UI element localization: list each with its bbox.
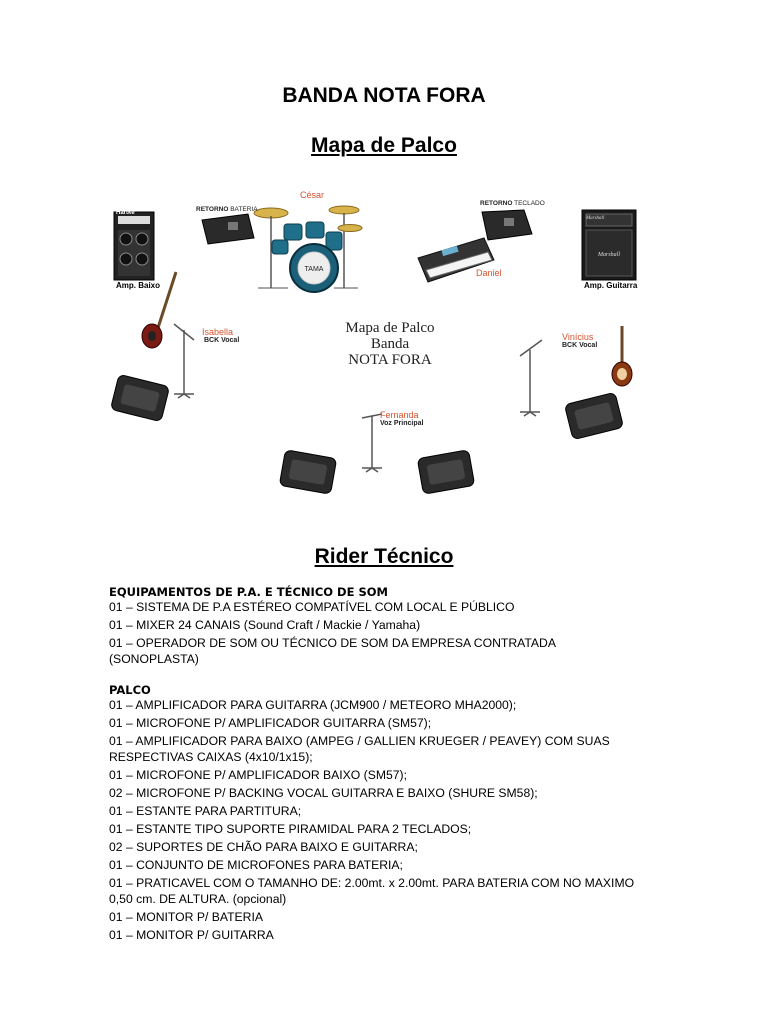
list-item: 01 – MONITOR P/ GUITARRA [109,928,274,942]
floor-monitor-icon [417,450,474,494]
member-fernanda: Fernanda [380,410,419,420]
bass-amp-icon [114,212,154,280]
list-item: 01 – CONJUNTO DE MICROFONES PARA BATERIA; [109,858,403,872]
list-item: 01 – ESTANTE PARA PARTITURA; [109,804,302,818]
retorno-teclado-label: RETORNO TECLADO [480,200,545,207]
bass-amp-brand: Hartke [116,210,135,216]
palco-section [109,683,639,943]
svg-text:TAMA: TAMA [304,266,324,273]
floor-monitor-icon [279,450,336,494]
member-vinicius: Vinícius [562,332,594,342]
palco-heading: PALCO [109,683,151,697]
retorno-bateria-label: RETORNO BATERIA [196,206,258,213]
member-isabella: Isabella [202,327,234,337]
caption-line: Mapa de Palco [345,320,435,336]
document-title: BANDA NOTA FORA [282,84,486,107]
list-item: 01 – SISTEMA DE P.A ESTÉREO COMPATÍVEL COM LOCAL E PÚBLICO [109,600,515,614]
stage-map [108,180,644,500]
caption-line: Banda [370,336,410,352]
mic-stand-icon [362,414,382,472]
pa-heading: EQUIPAMENTOS DE P.A. E TÉCNICO DE SOM [109,585,388,599]
list-item: 02 – SUPORTES DE CHÃO PARA BAIXO E GUITARRA; [109,840,418,854]
member-cesar: César [300,190,325,200]
list-item: 01 – MIXER 24 CANAIS (Sound Craft / Mackie / Yamaha) [109,618,421,632]
list-item: 01 – MONITOR P/ BATERIA [109,910,263,924]
caption-line: NOTA FORA [348,352,432,368]
stage-map-caption [330,320,450,368]
guitar-icon [612,326,632,386]
member-isabella-role: BCK Vocal [204,337,240,344]
svg-text:Marshall: Marshall [597,252,621,258]
member-vinicius-role: BCK Vocal [562,342,598,349]
guitar-amp-brand: Marshall [586,216,605,221]
list-item: 01 – PRATICAVEL COM O TAMANHO DE: 2.00mt. x 2.00mt. PARA BATERIA COM NO MAXIMO 0,50 cm. DE ALTURA. (opcional) [109,876,635,906]
amp-baixo-label: Amp. Baixo [116,281,161,290]
mic-stand-icon [174,324,194,398]
list-item: 01 – AMPLIFICADOR PARA GUITARRA (JCM900 / METEORO MHA2000); [109,698,517,712]
member-daniel: Daniel [476,268,502,278]
pa-section [109,585,639,667]
mic-stand-icon [520,340,542,416]
monitor-wedge-icon [482,210,532,240]
monitor-wedge-icon [202,214,254,244]
member-fernanda-role: Voz Principal [380,420,424,427]
floor-monitor-icon [564,392,623,440]
stage-map-heading: Mapa de Palco [311,134,457,157]
list-item: 02 – MICROFONE P/ BACKING VOCAL GUITARRA E BAIXO (SHURE SM58); [109,786,538,800]
list-item: 01 – MICROFONE P/ AMPLIFICADOR GUITARRA (SM57); [109,716,432,730]
list-item: 01 – OPERADOR DE SOM OU TÉCNICO DE SOM DA EMPRESA CONTRATADA (SONOPLASTA) [109,636,556,666]
floor-monitor-icon [110,374,169,422]
drum-kit-icon [254,206,362,292]
list-item: 01 – MICROFONE P/ AMPLIFICADOR BAIXO (SM57); [109,768,407,782]
amp-guitarra-label: Amp. Guitarra [584,281,638,290]
list-item: 01 – ESTANTE TIPO SUPORTE PIRAMIDAL PARA 2 TECLADOS; [109,822,472,836]
list-item: 01 – AMPLIFICADOR PARA BAIXO (AMPEG / GALLIEN KRUEGER / PEAVEY) COM SUAS RESPECTIVAS CAIXAS (4x10/1x15); [109,734,610,764]
rider-heading: Rider Técnico [314,545,454,568]
